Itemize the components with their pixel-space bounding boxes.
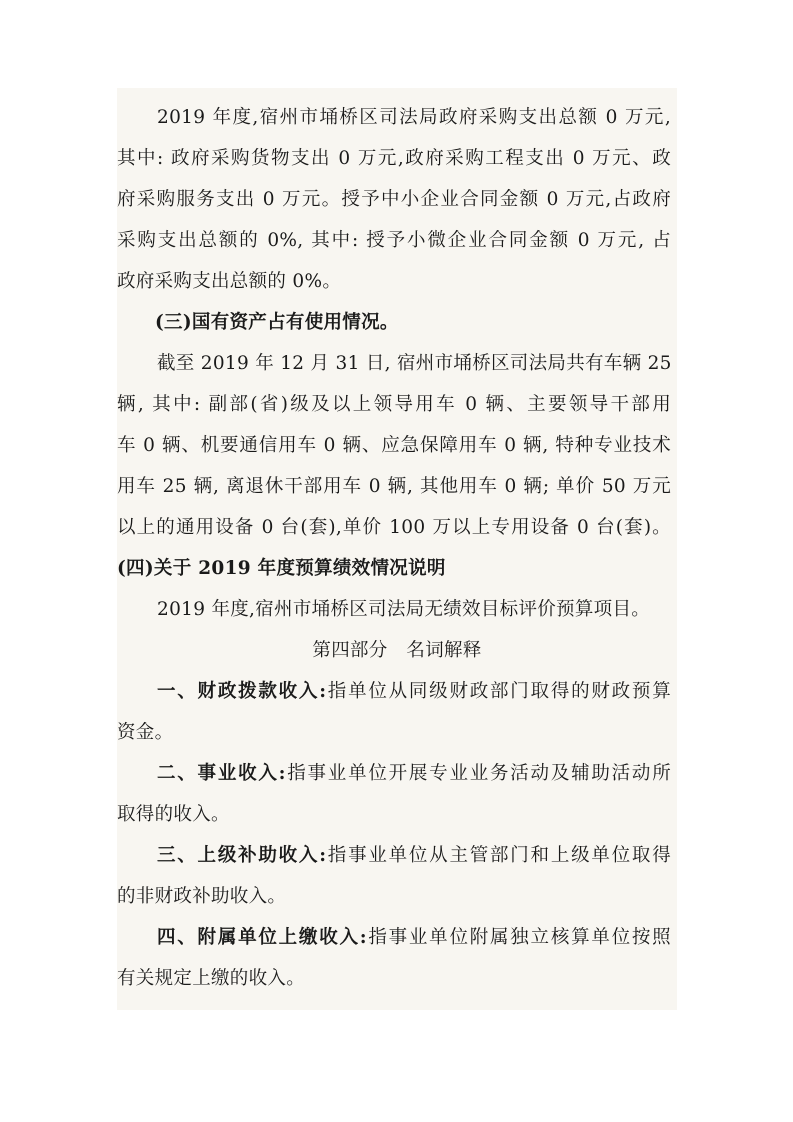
definition-term: 四、附属单位上缴收入: xyxy=(157,927,367,948)
definition-line xyxy=(157,683,671,702)
definition-line xyxy=(157,847,671,866)
definition-continuation: 的非财政补助收入。 xyxy=(117,886,287,907)
definition-continuation: 资金。 xyxy=(117,722,174,743)
text-line: 采购支出总额的 0%, 其中: 授予小微企业合同金额 0 万元, 占 xyxy=(117,230,671,251)
section-heading: (三)国有资产占有使用情况。 xyxy=(155,312,399,333)
definition-term: 二、事业收入: xyxy=(157,763,286,784)
definition-continuation: 有关规定上缴的收入。 xyxy=(117,968,306,989)
definition-line xyxy=(157,929,671,948)
text-line: 政府采购支出总额的 0%。 xyxy=(117,271,342,292)
definition-line xyxy=(157,765,671,784)
definition-continuation: 取得的收入。 xyxy=(117,804,230,825)
definition-term: 一、财政拨款收入: xyxy=(157,681,327,702)
definition-text: 指事业单位附属独立核算单位按照 xyxy=(366,927,671,948)
definition-text: 指事业单位开展专业业务活动及辅助活动所 xyxy=(285,763,671,784)
text-line: 车 0 辆、机要通信用车 0 辆、应急保障用车 0 辆, 特种专业技术 xyxy=(117,435,671,456)
part-title: 第四部分 名词解释 xyxy=(312,640,482,661)
text-line: 2019 年度,宿州市埇桥区司法局政府采购支出总额 0 万元, xyxy=(157,107,671,128)
text-line: 辆, 其中: 副部(省)级及以上领导用车 0 辆、主要领导干部用 xyxy=(117,394,671,415)
text-line: 以上的通用设备 0 台(套),单价 100 万以上专用设备 0 台(套)。 xyxy=(117,517,671,538)
text-line: 其中: 政府采购货物支出 0 万元,政府采购工程支出 0 万元、政 xyxy=(117,148,671,169)
text-line: 府采购服务支出 0 万元。授予中小企业合同金额 0 万元,占政府 xyxy=(117,189,671,210)
definition-term: 三、上级补助收入: xyxy=(157,845,327,866)
definition-text: 指单位从同级财政部门取得的财政预算 xyxy=(326,681,671,702)
definition-text: 指事业单位从主管部门和上级单位取得 xyxy=(326,845,671,866)
text-line: 截至 2019 年 12 月 31 日, 宿州市埇桥区司法局共有车辆 25 xyxy=(157,353,672,374)
document-page xyxy=(117,88,677,1010)
section-heading: (四)关于 2019 年度预算绩效情况说明 xyxy=(117,558,446,579)
text-line: 2019 年度,宿州市埇桥区司法局无绩效目标评价预算项目。 xyxy=(157,599,651,620)
text-line: 用车 25 辆, 离退休干部用车 0 辆, 其他用车 0 辆; 单价 50 万元 xyxy=(117,476,671,497)
